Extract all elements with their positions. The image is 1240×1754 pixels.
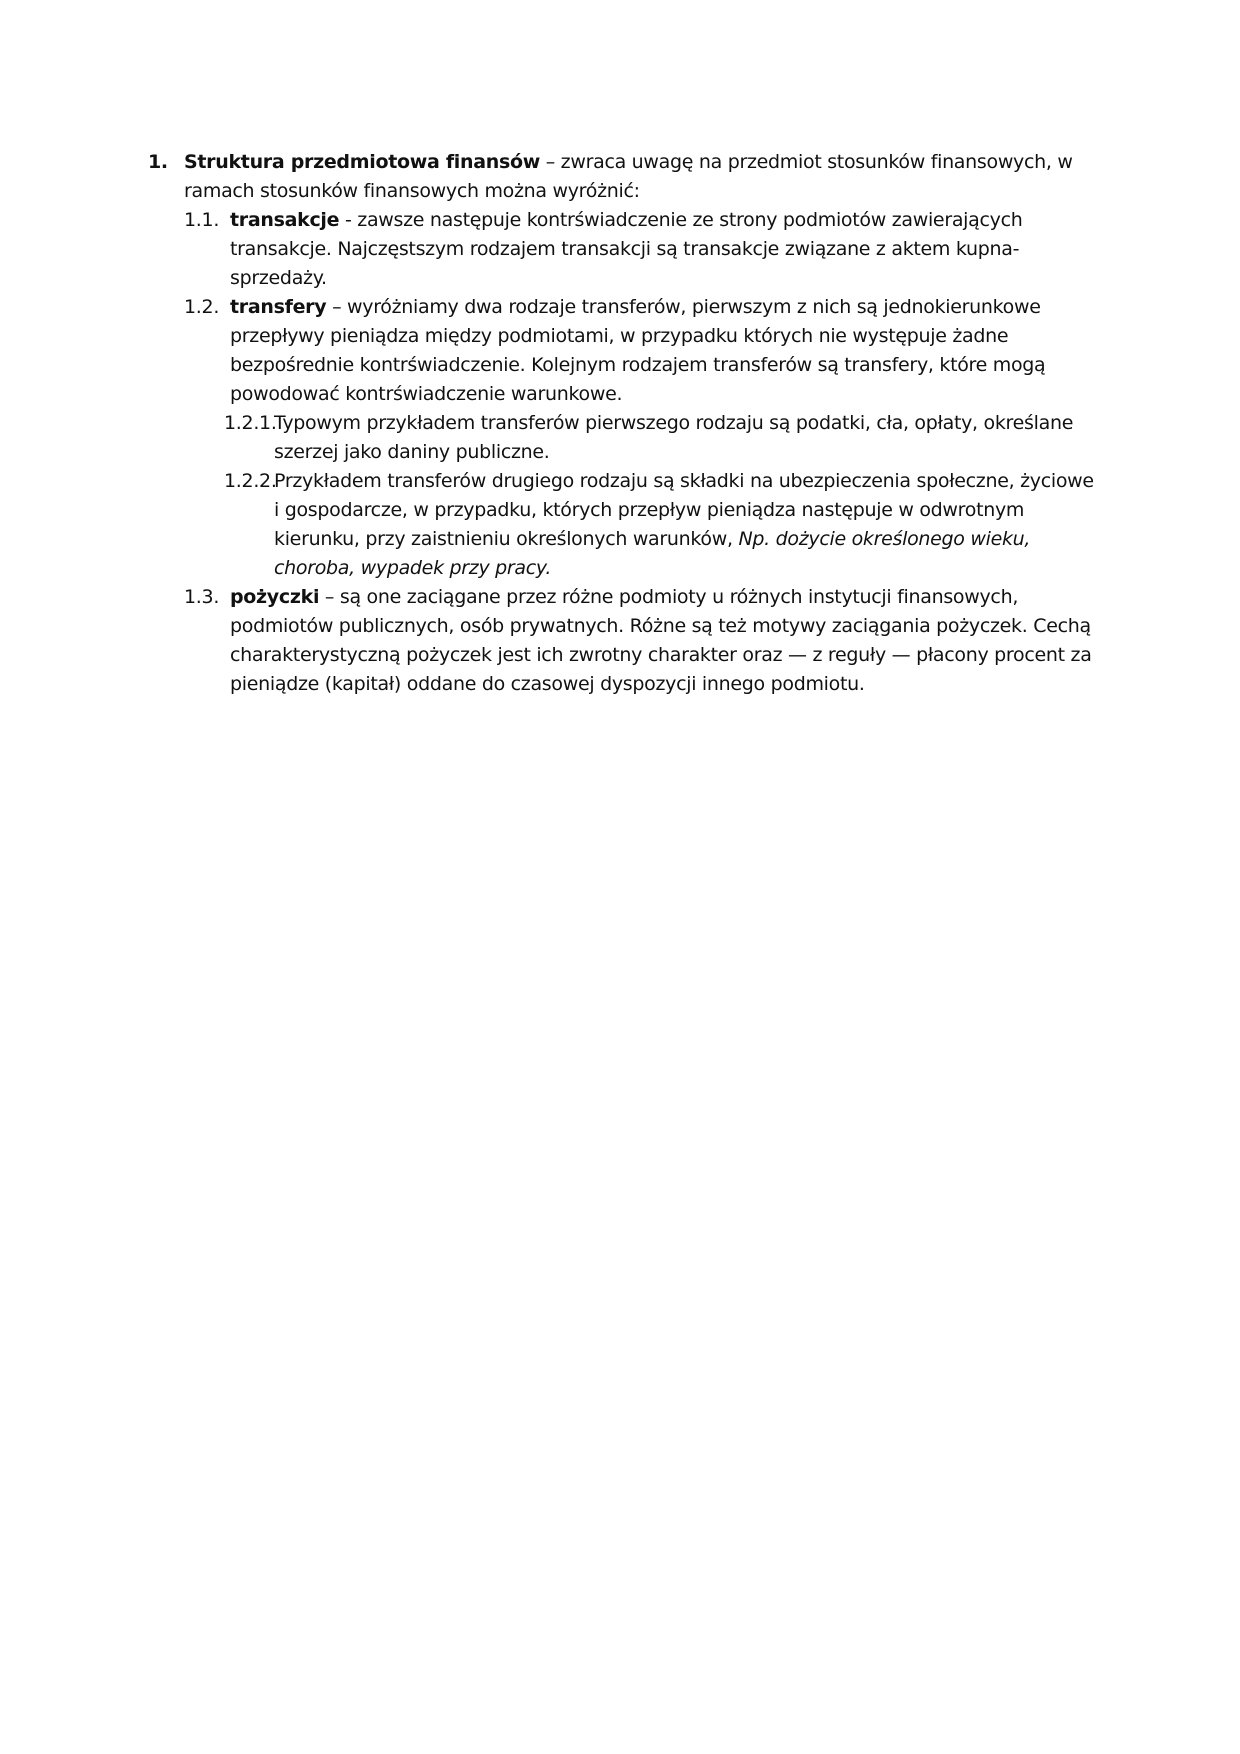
- section-text: – zwraca uwagę na przedmiot stosunków finansowych, w ramach stosunków finansowych można wyróżnić:: [184, 151, 1073, 202]
- item-transakcje: [148, 206, 1098, 293]
- item-text: – są one zaciągane przez różne podmioty u różnych instytucji finansowych, podmiotów publicznych, osób prywatnych. Różne są też motywy zaciągania pożyczek. Cechą charakterystyczną pożyczek jest ich zwrotny charakter oraz — z reguły — płacony procent za pieniądze (kapitał) oddane do czasowej dyspozycji innego podmiotu.: [230, 586, 1092, 695]
- section-number: 1.: [148, 151, 168, 173]
- subitem-number: 1.2.1.: [224, 412, 277, 434]
- item-number: 1.1.: [184, 209, 220, 231]
- subitem-number: 1.2.2.: [224, 470, 277, 492]
- subitem-1-2-1: [148, 409, 1098, 467]
- item-text: - zawsze następuje kontrświadczenie ze strony podmiotów zawierających transakcje. Najczęstszym rodzajem transakcji są transakcje związane z aktem kupna-sprzedaży.: [230, 209, 1023, 289]
- document-content: [148, 148, 1098, 699]
- item-term: pożyczki: [230, 586, 320, 608]
- item-transfery: [148, 293, 1098, 409]
- item-number: 1.3.: [184, 586, 220, 608]
- section-1: [148, 148, 1098, 206]
- section-term: Struktura przedmiotowa finansów: [184, 151, 540, 173]
- item-text: – wyróżniamy dwa rodzaje transferów, pierwszym z nich są jednokierunkowe przepływy pieniądza między podmiotami, w przypadku których nie występuje żadne bezpośrednie kontrświadczenie. Kolejnym rodzajem transferów są transfery, które mogą powodować kontrświadczenie warunkowe.: [230, 296, 1046, 405]
- item-pozyczki: [148, 583, 1098, 699]
- item-term: transfery: [230, 296, 327, 318]
- subitem-text: Typowym przykładem transferów pierwszego rodzaju są podatki, cła, opłaty, określane szerzej jako daniny publiczne.: [274, 412, 1074, 463]
- item-term: transakcje: [230, 209, 340, 231]
- subitem-1-2-2: [148, 467, 1098, 583]
- subitem-example: Np. dożycie określonego wieku, choroba, wypadek przy pracy.: [274, 528, 1031, 579]
- subitem-text: Przykładem transferów drugiego rodzaju są składki na ubezpieczenia społeczne, życiowe i gospodarcze, w przypadku, których przepływ pieniądza następuje w odwrotnym kierunku, przy zaistnieniu określonych warunków,: [274, 470, 1094, 550]
- item-number: 1.2.: [184, 296, 220, 318]
